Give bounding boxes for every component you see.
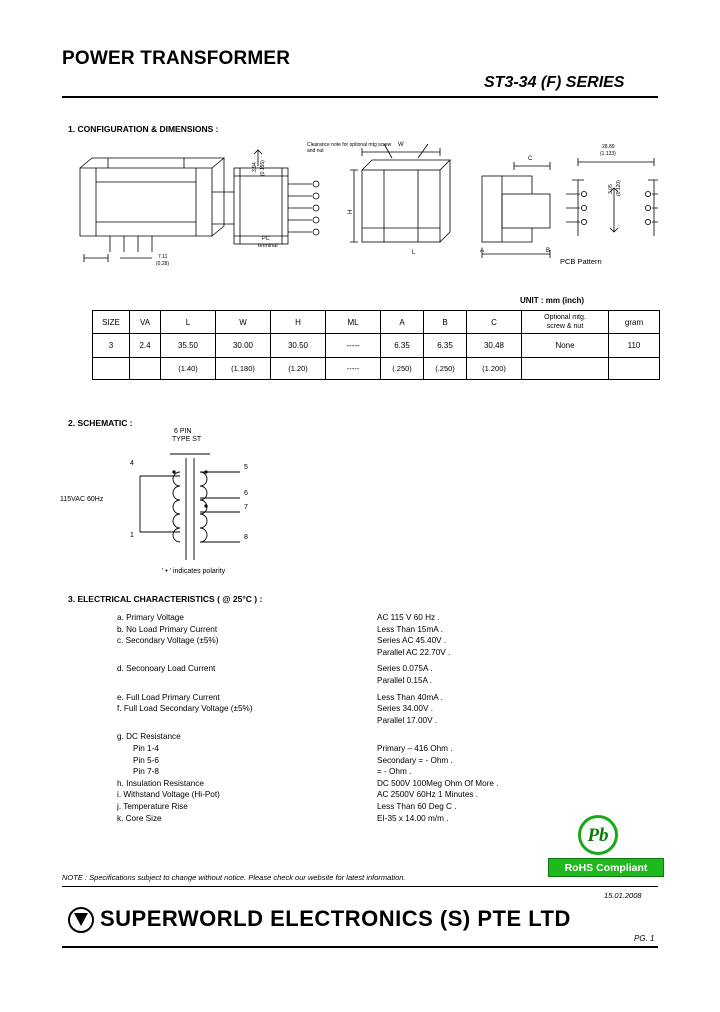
- table-header-row: [93, 311, 660, 334]
- spec-key: g. DC Resistance: [117, 732, 181, 742]
- spec-value: Parallel 0.15A .: [377, 675, 433, 685]
- th-h: H: [271, 311, 326, 334]
- spec-row: [117, 813, 662, 825]
- table-row: [93, 334, 660, 358]
- cell-b-inch: (.250): [424, 358, 467, 380]
- pin-type-line2: TYPE ST: [172, 436, 202, 443]
- label-w: W: [398, 142, 404, 148]
- company-logo-triangle-icon: [74, 913, 88, 926]
- spec-key: h. Insulation Resistance: [117, 778, 204, 788]
- rohs-compliant-badge: RoHS Compliant: [548, 858, 664, 877]
- cell-optional-screw: None: [522, 334, 609, 358]
- spec-value: Less Than 15mA .: [377, 624, 443, 634]
- section-heading-configuration: 1. CONFIGURATION & DIMENSIONS :: [68, 124, 219, 134]
- pc-terminal-label-2: terminal: [258, 243, 278, 249]
- pc-terminal-label: PC: [262, 236, 270, 242]
- spec-key: a. Primary Voltage: [117, 613, 184, 622]
- pin-label-8: 8: [244, 534, 248, 541]
- spec-value: Series 0.075A .: [377, 664, 433, 674]
- dimension-label-3-94-inch: (0.155): [260, 160, 266, 176]
- lead-free-pb-icon: Pb: [578, 815, 618, 855]
- spec-key: j. Temperature Rise: [117, 801, 188, 811]
- spec-key: c. Secondary Voltage (±5%): [117, 636, 219, 646]
- th-opt-line1: Optional mtg.: [544, 314, 586, 321]
- spec-row: [117, 778, 662, 790]
- cell-ml-inch: -----: [326, 358, 381, 380]
- cell-a-inch: (.250): [381, 358, 424, 380]
- cell-c-inch: (1.200): [467, 358, 522, 380]
- dimension-label-3-94: 3.94: [252, 162, 258, 172]
- polarity-note: ' • ' indicates polarity: [162, 568, 226, 575]
- dimension-label-28-89-inch: (1.133): [600, 151, 616, 157]
- spec-row: [117, 703, 662, 715]
- th-size: SIZE: [93, 311, 130, 334]
- section-heading-schematic: 2. SCHEMATIC :: [68, 418, 133, 428]
- spec-value: Series 34.00V .: [377, 704, 433, 714]
- label-a: A: [480, 248, 485, 254]
- pin-label-6: 6: [244, 490, 248, 497]
- cell-size-inch: [93, 358, 130, 380]
- schematic-diagram: [60, 428, 462, 576]
- spec-row: [117, 635, 662, 647]
- spec-row: [117, 663, 662, 675]
- spec-value: AC 115 V 60 Hz .: [377, 613, 440, 622]
- spec-key: d. Seconoary Load Current: [117, 664, 216, 674]
- page-title: POWER TRANSFORMER: [62, 48, 291, 69]
- spec-value: AC 2500V 60Hz 1 Minutes .: [377, 790, 479, 800]
- spec-row: [117, 675, 662, 687]
- spec-key: b. No Load Primary Current: [117, 624, 218, 634]
- spec-value: Parallel AC 22.70V .: [377, 647, 451, 657]
- pin-type-line1: 6 PIN: [174, 428, 192, 435]
- dimension-label-7-11-inch: (0.28): [156, 261, 170, 267]
- clearance-note-label: Clearance note for optional mtg screw and nut: [307, 142, 392, 154]
- company-name: SUPERWORLD ELECTRONICS (S) PTE LTD: [100, 906, 571, 931]
- series-title: ST3-34 (F) SERIES: [484, 74, 625, 91]
- cell-l-inch: (1.40): [161, 358, 216, 380]
- spec-row: [117, 801, 662, 813]
- label-h: H: [348, 209, 354, 214]
- cell-size: 3: [93, 334, 130, 358]
- spec-key: i. Withstand Voltage (Hi-Pot): [117, 790, 220, 800]
- spec-value: Less Than 60 Deg C .: [377, 801, 457, 811]
- spec-row: [117, 766, 662, 778]
- page-number: PG. 1: [634, 934, 655, 943]
- spec-row: [117, 647, 662, 659]
- spec-key: Pin 1-4: [133, 743, 159, 753]
- spec-key: Pin 5-6: [133, 755, 159, 765]
- spec-key: f. Full Load Secondary Voltage (±5%): [117, 704, 253, 714]
- pin-label-4: 4: [130, 460, 134, 467]
- th-ml: ML: [326, 311, 381, 334]
- cell-a: 6.35: [381, 334, 424, 358]
- th-c: C: [467, 311, 522, 334]
- spec-row: [117, 789, 662, 801]
- cell-va-inch: [130, 358, 161, 380]
- spec-row: [117, 692, 662, 704]
- footer-divider-top: [62, 886, 658, 887]
- th-b: B: [424, 311, 467, 334]
- cell-h-inch: (1.20): [271, 358, 326, 380]
- spec-value: DC 500V 100Meg Ohm Of More .: [377, 778, 499, 788]
- spec-value: Less Than 40mA .: [377, 692, 443, 702]
- page-header: [0, 48, 720, 104]
- spec-row: [117, 715, 662, 727]
- cell-gram: 110: [609, 334, 660, 358]
- th-optional-screw: [522, 311, 609, 334]
- spec-value: Series AC 45.40V .: [377, 636, 447, 646]
- spec-key: e. Full Load Primary Current: [117, 692, 220, 702]
- cell-ml: -----: [326, 334, 381, 358]
- electrical-rows: [117, 612, 662, 824]
- th-opt-line2: screw & nut: [546, 323, 584, 330]
- spec-row: [117, 755, 662, 767]
- dimension-label-3-05-inch: (0.120): [616, 180, 622, 196]
- spec-row: [117, 624, 662, 636]
- spec-value: Primary – 416 Ohm .: [377, 743, 453, 753]
- table-row: [93, 358, 660, 380]
- spec-value: = - Ohm .: [377, 767, 412, 777]
- dimension-label-3-05: 3.05: [608, 184, 614, 194]
- footer-divider-bottom: [62, 946, 658, 948]
- cell-c: 30.48: [467, 334, 522, 358]
- th-w: W: [216, 311, 271, 334]
- th-va: VA: [130, 311, 161, 334]
- th-a: A: [381, 311, 424, 334]
- spec-key: k. Core Size: [117, 813, 162, 823]
- spec-value: EI-35 x 14.00 m/m .: [377, 813, 449, 823]
- schematic-svg: [62, 436, 462, 576]
- pin-label-5: 5: [244, 464, 248, 471]
- pin-label-1: 1: [130, 532, 134, 539]
- label-l: L: [412, 250, 416, 256]
- unit-label: UNIT : mm (inch): [520, 296, 584, 305]
- pin-label-7: 7: [244, 504, 248, 511]
- document-date: 15.01.2008: [604, 891, 642, 900]
- dimension-label-28-89: 28.89: [602, 144, 615, 150]
- cell-b: 6.35: [424, 334, 467, 358]
- input-voltage-label: 115VAC 60Hz: [60, 496, 104, 503]
- cell-va: 2.4: [130, 334, 161, 358]
- label-c: C: [528, 156, 533, 162]
- pcb-pattern-label: PCB Pattern: [560, 257, 602, 266]
- th-gram: gram: [609, 311, 660, 334]
- cell-w-inch: (1.180): [216, 358, 271, 380]
- spec-row: [117, 612, 662, 624]
- cell-gram-inch: [609, 358, 660, 380]
- label-b: B: [546, 248, 551, 254]
- spec-row: [117, 743, 662, 755]
- spec-row: [117, 731, 662, 743]
- section-heading-electrical: 3. ELECTRICAL CHARACTERISTICS ( @ 25°C ) :: [68, 594, 263, 604]
- spec-value: Secondary = - Ohm .: [377, 755, 453, 765]
- spec-value: Parallel 17.00V .: [377, 715, 438, 725]
- cell-w: 30.00: [216, 334, 271, 358]
- dimension-label-7-11: 7.11: [158, 254, 168, 260]
- spec-key: Pin 7-8: [133, 767, 159, 777]
- header-divider: [62, 96, 658, 98]
- th-l: L: [161, 311, 216, 334]
- footer-note: NOTE : Specifications subject to change without notice. Please check our website for latest information.: [62, 873, 406, 882]
- dimension-table: [92, 310, 660, 380]
- cell-optional-screw-inch: [522, 358, 609, 380]
- cell-h: 30.50: [271, 334, 326, 358]
- cell-l: 35.50: [161, 334, 216, 358]
